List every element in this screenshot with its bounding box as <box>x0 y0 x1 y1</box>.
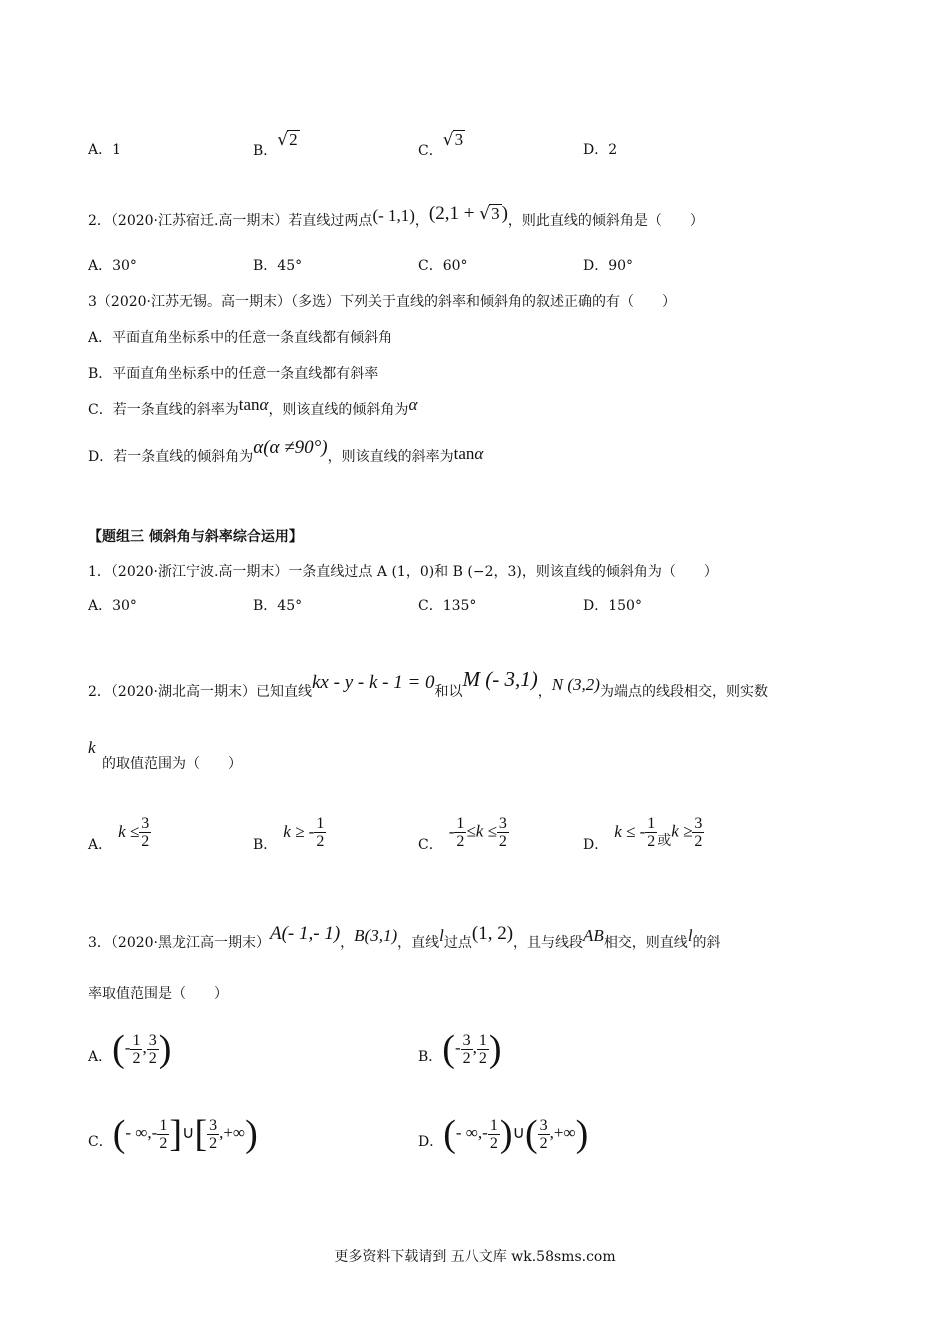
question-3-stem: 3（2020·江苏无锡。高一期末）（多选）下列关于直线的斜率和倾斜角的叙述正确的有（ ） <box>88 294 676 310</box>
numerator: 1 <box>489 1116 498 1134</box>
numerator: 3 <box>209 1116 218 1134</box>
angle-condition: α(α ≠90°) <box>253 437 328 458</box>
denominator: 2 <box>159 1134 168 1152</box>
separator: ， <box>340 935 355 951</box>
numerator: 3 <box>498 815 507 832</box>
denominator: 2 <box>498 833 507 850</box>
q2-option-d: D．90° <box>583 258 634 274</box>
g3-question-3-line-2: 率取值范围是（ ） <box>88 986 228 1002</box>
fraction <box>139 815 151 850</box>
option-label: B． <box>253 143 278 159</box>
minus-sign: - <box>454 1038 461 1057</box>
numerator: 3 <box>462 1031 471 1049</box>
numerator: 3 <box>141 815 150 832</box>
radicand: 2 <box>289 130 298 149</box>
denominator: 2 <box>141 833 150 850</box>
alpha-symbol: α <box>408 395 418 414</box>
denominator: 2 <box>539 1134 548 1152</box>
q1-option-a: A．1 <box>88 142 122 158</box>
g3-q2-option-a <box>88 815 151 853</box>
option-text-mid: ，则该直线的倾斜角为 <box>268 402 409 418</box>
question-text: 2．（2020·湖北高一期末）已知直线 <box>88 684 312 700</box>
denominator: 2 <box>456 833 465 850</box>
fraction <box>477 1032 489 1067</box>
g3-question-2-line-2: 的取值范围为（ ） <box>102 756 242 772</box>
question-2 <box>88 203 704 231</box>
separator: ， <box>414 213 429 229</box>
g3-q3-option-c: C．(- ∞,- $\frac{1}{2}$ ]∪[ $\frac{3}{2}$ ,+∞) <box>88 1113 258 1155</box>
sqrt-expression: √3 <box>442 130 464 150</box>
question-text-end: 为端点的线段相交，则实数 <box>599 684 768 700</box>
g3-q3-option-a: A．(- $\frac{1}{2}$ , $\frac{3}{2}$ ) <box>88 1028 172 1070</box>
k-symbol: k <box>88 738 96 757</box>
minus-sign: - <box>124 1038 131 1057</box>
alpha-symbol: α <box>259 395 269 414</box>
option-label: A． <box>88 1049 113 1065</box>
numerator: 3 <box>539 1116 548 1134</box>
g3-q1-option-b: B．45° <box>253 598 303 614</box>
radicand: 3 <box>491 204 500 223</box>
sqrt-expression: √2 <box>277 130 298 150</box>
inequality: k ≤ - <box>614 821 646 841</box>
radicand: 3 <box>454 130 464 149</box>
numerator: 3 <box>148 1031 157 1049</box>
inequality: k ≤ <box>118 821 140 841</box>
question-text: 2．（2020·江苏宿迁.高一期末）若直线过两点 <box>88 213 373 229</box>
g3-q2-option-c <box>418 815 509 853</box>
q1-option-b <box>253 130 300 161</box>
union-symbol: ∪ <box>512 1123 525 1142</box>
numerator: 3 <box>694 815 703 832</box>
q2-option-a: A．30° <box>88 258 137 274</box>
denominator: 2 <box>694 833 703 850</box>
fraction <box>692 815 704 850</box>
denominator: 2 <box>148 1049 157 1067</box>
question-text-mid: 和以 <box>434 684 463 700</box>
fraction <box>130 1032 142 1067</box>
g3-question-3 <box>88 923 721 953</box>
q1-option-c <box>418 130 465 161</box>
inequality: k ≥ - <box>283 821 315 841</box>
tan-function: tan <box>238 395 260 414</box>
alpha-symbol: α <box>474 444 484 463</box>
question-text: 3．（2020·黑龙江高一期末） <box>88 935 270 951</box>
denominator: 2 <box>316 833 325 850</box>
q3-option-c <box>88 395 418 420</box>
fraction <box>314 815 326 850</box>
line-l: l <box>439 926 444 945</box>
option-label: D． <box>418 1134 444 1150</box>
question-text-mid: 过点 <box>443 935 472 951</box>
question-text-mid: ，直线 <box>397 935 440 951</box>
segment-ab: AB <box>583 926 604 945</box>
fraction <box>497 815 509 850</box>
option-label: D． <box>583 836 609 853</box>
variable-k <box>88 738 96 759</box>
or-text: 或 <box>657 832 672 849</box>
inequality: ≤k ≤ <box>466 821 497 841</box>
point-2-end: ) <box>501 203 508 224</box>
positive-infinity: ,+∞ <box>549 1123 576 1142</box>
option-label: C． <box>418 836 443 853</box>
numerator: 1 <box>132 1031 141 1049</box>
option-text: C．若一条直线的斜率为 <box>88 402 239 418</box>
g3-q1-option-d: D．150° <box>583 598 642 614</box>
denominator: 2 <box>462 1049 471 1067</box>
option-label: C． <box>418 143 443 159</box>
g3-question-2 <box>88 667 768 702</box>
negative-infinity: - ∞,- <box>455 1123 488 1142</box>
line-equation: kx - y - k - 1 = 0 <box>312 672 435 693</box>
q3-option-a: A．平面直角坐标系中的任意一条直线都有倾斜角 <box>88 330 393 346</box>
union-symbol: ∪ <box>181 1123 195 1142</box>
q2-option-c: C．60° <box>418 258 468 274</box>
positive-infinity: ,+∞ <box>219 1123 246 1142</box>
option-text-mid: ，则该直线的斜率为 <box>327 449 454 465</box>
tan-function: tan <box>453 444 475 463</box>
question-text-end: ，则此直线的倾斜角是（ ） <box>507 213 704 229</box>
option-label: C． <box>88 1134 113 1150</box>
fraction <box>461 1032 473 1067</box>
numerator: 1 <box>647 815 656 832</box>
q3-option-d <box>88 437 484 467</box>
fraction <box>454 815 466 850</box>
g3-q3-option-b: B．(- $\frac{3}{2}$ , $\frac{1}{2}$ ) <box>418 1028 502 1070</box>
fraction <box>157 1117 169 1152</box>
option-label: B． <box>418 1049 443 1065</box>
option-label: B． <box>253 836 278 853</box>
g3-q1-option-a: A．30° <box>88 598 137 614</box>
q2-option-b: B．45° <box>253 258 303 274</box>
separator: ， <box>537 684 552 700</box>
point: (1, 2) <box>471 923 514 944</box>
g3-q2-option-b <box>253 815 326 853</box>
g3-q3-option-d: D．(- ∞,- $\frac{1}{2}$ )∪( $\frac{3}{2}$ ,+∞) <box>418 1113 589 1155</box>
fraction <box>538 1117 550 1152</box>
fraction <box>645 815 657 850</box>
negative-infinity: - ∞,- <box>125 1123 158 1142</box>
numerator: 1 <box>456 815 465 832</box>
q1-option-d: D．2 <box>583 142 618 158</box>
denominator: 2 <box>209 1134 218 1152</box>
numerator: 1 <box>478 1031 487 1049</box>
point-b: B(3,1) <box>354 926 398 945</box>
section-heading: 【题组三 倾斜角与斜率综合运用】 <box>88 529 303 545</box>
g3-q1-option-c: C．135° <box>418 598 477 614</box>
question-text-mid: 相交，则直线 <box>603 935 688 951</box>
question-text-end: 的斜 <box>692 935 721 951</box>
fraction <box>147 1032 159 1067</box>
point-m: M (- 3,1) <box>462 667 538 691</box>
point-a: A(- 1,- 1) <box>270 923 341 944</box>
point-2-start: (2,1 + <box>428 203 480 224</box>
q3-option-b: B．平面直角坐标系中的任意一条直线都有斜率 <box>88 366 379 382</box>
denominator: 2 <box>647 833 656 850</box>
option-label: A． <box>88 836 113 853</box>
g3-q2-option-d <box>583 815 704 853</box>
line-l: l <box>687 926 693 945</box>
g3-question-1: 1．（2020·浙江宁波.高一期末）一条直线过点 A (1，0)和 B (−2，3)，则该直线的倾斜角为（ ） <box>88 564 718 580</box>
denominator: 2 <box>478 1049 487 1067</box>
point-n: N (3,2) <box>551 675 600 694</box>
footer-text: 更多资料下载请到 五八文库 wk.58sms.com <box>334 1249 616 1265</box>
minus-sign: - <box>448 821 455 841</box>
denominator: 2 <box>489 1134 498 1152</box>
fraction <box>207 1117 219 1152</box>
fraction <box>488 1117 500 1152</box>
numerator: 1 <box>159 1116 168 1134</box>
point-1: (- 1,1) <box>372 206 415 225</box>
question-text-mid: ，且与线段 <box>513 935 584 951</box>
point-2: (2,1 + √3 ) <box>428 203 508 224</box>
inequality: k ≥ <box>671 821 693 841</box>
option-text: D．若一条直线的倾斜角为 <box>88 449 254 465</box>
denominator: 2 <box>132 1049 141 1067</box>
numerator: 1 <box>316 815 325 832</box>
